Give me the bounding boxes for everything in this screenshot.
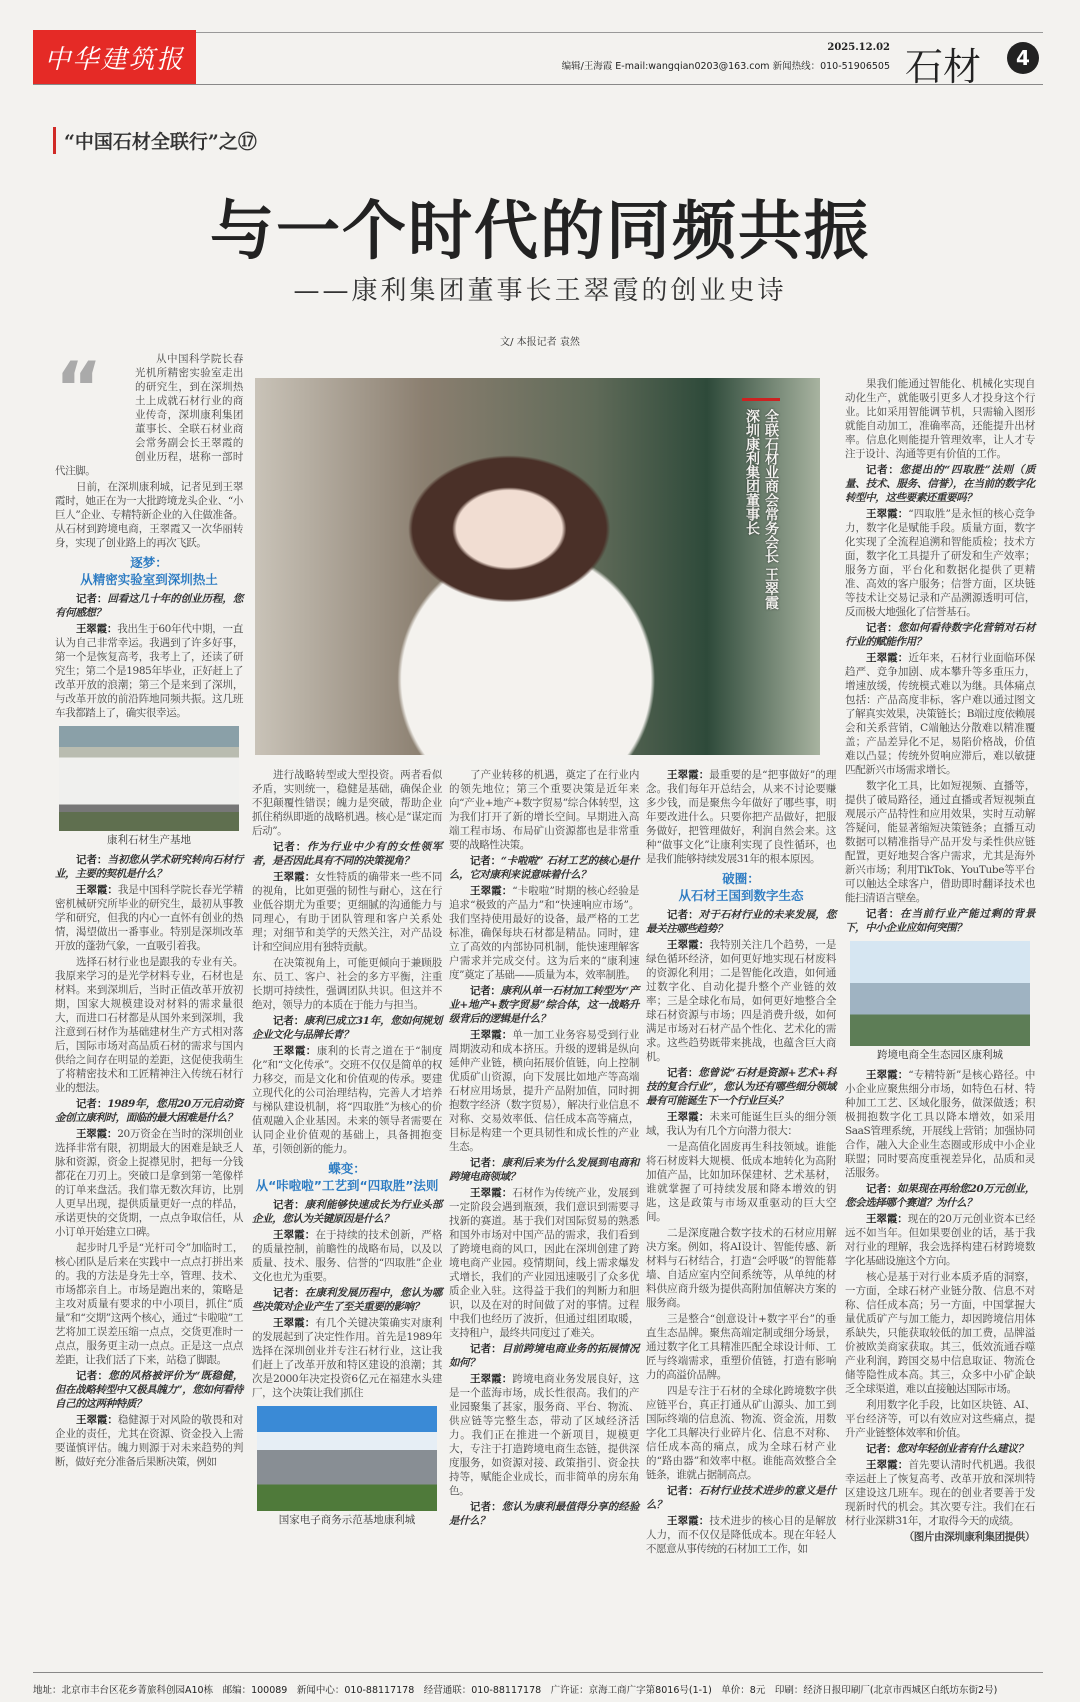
speaker-label: 王翠霞： — [76, 623, 118, 635]
park-photo — [850, 941, 1030, 1046]
series-label: “中国石材全联行”之⑰ — [53, 127, 257, 154]
reporter-question — [646, 908, 836, 936]
paragraph-text: 20万资金在当时的深圳创业选择非常有限，初期最大的困难是缺乏人脉和资源，资金上捉襟见肘，把每一分钱都花在刀刃上。突破口是拿到第一笔像样的订单来盘活。我们靠无数次拜访，比别人更早出现，提供质量更好一点的样品，承诺更快的交货期，一点点争取信任，从小订单开始建立口碑。 — [55, 1128, 243, 1238]
paragraph-text: 您如何看待数字化营销对石材行业的赋能作用？ — [845, 622, 1035, 648]
body-paragraph — [845, 779, 1035, 905]
column-1 — [55, 346, 243, 1471]
paragraph-text: 您提出的“四取胜”法则（质量、技术、服务、信誉），在当前的数字化转型中，这些要素还重要吗？ — [845, 464, 1035, 504]
reporter-question — [252, 840, 442, 868]
subheadline: ——康利集团董事长王翠霞的创业史诗 — [293, 276, 787, 306]
speaker-label: 记者： — [76, 854, 108, 866]
body-paragraph — [646, 1384, 836, 1482]
paragraph-text: 您曾说“石材是资源+艺术+科技的复合行业”，您认为还有哪些细分领域最有可能诞生下一个行业巨头？ — [646, 1067, 836, 1107]
reporter-question — [845, 621, 1035, 649]
paragraph-text: 我特别关注几个趋势，一是绿色循环经济，如何更好地实现石材废料的资源化利用；二是智能化改造，如何通过数字化、自动化提升整个产业链的效率；三是全球化布局，如何更好地整合全球石材资源与市场；四是消费升级，如何满足市场对石材产品个性化、艺术化的需求。这些趋势既带来挑战，也蕴含巨大商机。 — [646, 939, 836, 1063]
reporter-question — [252, 1286, 442, 1314]
body-paragraph — [449, 768, 639, 852]
paragraph-text: 我出生于60年代中期，一直认为自己非常幸运。我遇到了许多好事，第一个是恢复高考，我考上了，还读了研究生；第二个是1985年毕业，正好赶上了改革开放的浪潮；第三个是来到了深圳，与改革开放的前沿阵地同频共振。这几班车我都踏上了，确实很幸运。 — [55, 623, 243, 719]
speaker-label: 王翠霞： — [866, 1213, 908, 1225]
reporter-question — [449, 1500, 639, 1528]
reporter-question — [845, 1442, 1035, 1456]
photo-caption-role: 深圳康利集团董事长 — [744, 409, 760, 535]
speaker-label: 王翠霞： — [470, 1373, 513, 1385]
interviewee-answer — [646, 1110, 836, 1138]
reporter-question — [646, 1484, 836, 1512]
footer-info: 地址：北京市丰台区花乡菁旅科创园A10栋 邮编：100089 新闻中心：010-88117178 经营通联：010-88117178 广许证：京海工商广字第8016号(1-1) 单价：8元 印刷：经济日报印刷厂(北京市西城区白纸坊东街2号) — [33, 1685, 998, 1696]
paragraph-text: 有几个关键决策确实对康利的发展起到了决定性作用。首先是1989年选择在深圳创业并专注石材行业，这让我们赶上了改革开放和特区建设的浪潮；其次是2000年决定投资6亿元在福建水头建厂，这个决策让我们抓住 — [252, 1317, 442, 1399]
body-paragraph — [845, 1398, 1035, 1440]
speaker-label: 王翠霞： — [470, 1029, 513, 1041]
speaker-label: 王翠霞： — [470, 1187, 513, 1199]
speaker-label: 王翠霞： — [667, 1515, 710, 1527]
issue-date: 2025.12.02 — [827, 42, 890, 53]
speaker-label: 王翠霞： — [866, 508, 909, 520]
paragraph-text: 果我们能通过智能化、机械化实现自动化生产，就能吸引更多人才投身这个行业。比如采用智能调节机，只需输入图形就能自动加工，准确率高，还能提升出材率。信息化则能提升管理效率，让人才专注于设计、沟通等更有价值的工作。 — [845, 378, 1035, 460]
photo-caption-title: 全联石材业商会常务会长 王翠霞 — [763, 409, 779, 610]
paragraph-text: 当初您从学术研究转向石材行业，主要的契机是什么？ — [55, 854, 243, 880]
column-4 — [646, 768, 836, 1558]
paragraph-text: 稳健源于对风险的敬畏和对企业的责任，尤其在资源、资金投入上需要谨慎评估。魄力则源于对未来趋势的判断，做好充分准备后果断决策，例如 — [55, 1414, 243, 1468]
photo-credit: （图片由深圳康利集团提供） — [903, 1531, 1035, 1543]
reporter-question — [55, 1369, 243, 1411]
reporter-question — [449, 984, 639, 1026]
paragraph-text: 最重要的是“把事做好”的理念。我们每年开总结会，从来不讨论要赚多少钱，而是聚焦今年做好了哪些事，明年要改进什么。只要你把产品做好，把服务做好，把管理做好，利润自然会来。这种“做事文化”让康利实现了良性循环，也是我们能够持续发展31年的根本原因。 — [646, 769, 836, 865]
paragraph-text: 起步时几乎是“光杆司令”加临时工，核心团队是后来在实践中一点点打拼出来的。我的方法是身先士卒，管理、技术、市场都亲自上。市场是跑出来的，策略是主攻对质量有要求的中小项目，抓住“质量”和“交期”这两个核心，通过“卡啦啦”工艺将加工误差压缩一点点，交货更准时一点点，服务更主动一点点。正是这一点点差距，让我们活了下来，站稳了脚跟。 — [55, 1242, 243, 1366]
paragraph-text: 1989年，您用20万元启动资金创立康利时，面临的最大困难是什么？ — [55, 1098, 243, 1124]
speaker-label: 王翠霞： — [76, 1414, 118, 1426]
speaker-label: 王翠霞： — [273, 1045, 317, 1057]
paragraph-text: 首先要认清时代机遇。我很幸运赶上了恢复高考、改革开放和深圳特区建设这几班车。现在的创业者要善于发现新时代的机会。其次要专注。我们在石材行业深耕31年，才取得今天的成绩。 — [845, 1459, 1035, 1527]
body-paragraph — [55, 955, 243, 1095]
column-5 — [845, 377, 1035, 1546]
section-heading: 逐梦： 从精密实验室到深圳热土 — [80, 555, 218, 587]
paragraph-text: 康利已成立31年，您如何规划企业文化与品牌长青？ — [252, 1015, 442, 1041]
interviewee-answer — [449, 1372, 639, 1498]
paragraph-text: 目前跨境电商业务的拓展情况如何？ — [449, 1343, 639, 1369]
speaker-label: 王翠霞： — [273, 1229, 316, 1241]
interviewee-answer — [55, 1127, 243, 1239]
paragraph-text: 我是中国科学院长春光学精密机械研究所毕业的研究生，最初从事教学和研究，但我的内心一直怀有创业的热情，渴望做出一番事业。特别是深圳改革开放的蓬勃气象，一直吸引着我。 — [55, 884, 243, 952]
paragraph-text: 康利能够快速成长为行业头部企业，您认为关键原因是什么？ — [252, 1199, 442, 1225]
body-paragraph — [252, 956, 442, 1012]
body-paragraph — [646, 1312, 836, 1382]
column-2 — [252, 768, 442, 1400]
paragraph-text: 三是整合“创意设计+数字平台”的垂直生态品牌。聚焦高端定制或细分场景，通过数字化工具精准匹配全球设计师、工匠与终端需求，重塑价值链，打造有影响力的高溢价品牌。 — [646, 1313, 836, 1381]
speaker-label: 王翠霞： — [76, 884, 118, 896]
interviewee-answer — [449, 1028, 639, 1154]
paragraph-text: 未来可能诞生巨头的细分领域，我认为有几个方向潜力很大： — [646, 1111, 836, 1137]
paragraph-text: 在决策视角上，可能更倾向于兼顾股东、员工、客户、社会的多方平衡，注重长期可持续性，强调团队共识。但这并不绝对，领导力的本质在于能力与担当。 — [252, 957, 442, 1011]
paragraph-text: 跨境电商业务发展良好，这是一个蓝海市场，成长性很高。我们的产业园聚集了甚家，服务商、平台、物流、供应链等完整生态，带动了区域经济活力。我们正在推进一个新项目，规模更大，专注于打造跨境电商生态链，提供深度服务，如资源对接、政策指引、资金扶持等，赋能企业成长，而非简单的房东角色。 — [449, 1373, 639, 1497]
speaker-label: 王翠霞： — [273, 871, 316, 883]
column-2-wrap — [252, 768, 442, 1533]
interviewee-answer — [252, 1228, 442, 1284]
speaker-label: 记者： — [866, 1183, 898, 1195]
factory-photo — [59, 726, 239, 831]
paragraph-text: 女性特质的确带来一些不同的视角，比如更强的韧性与耐心，这在行业低谷期尤为重要；更细腻的沟通能力与同理心，有助于团队管理和客户关系处理；对细节和美学的天然关注，对产品设计和空间应用有独特贡献。 — [252, 871, 442, 953]
column-3 — [449, 768, 639, 1530]
speaker-label: 王翠霞： — [76, 1128, 118, 1140]
lead-section — [55, 346, 243, 550]
column-5-top — [845, 377, 1035, 935]
speaker-label: 记者： — [470, 1501, 502, 1513]
reporter-question — [55, 853, 243, 881]
interviewee-answer — [449, 884, 639, 982]
paragraph-text: “专精特新”是核心路径。中小企业应聚焦细分市场，如特色石材、特种加工工艺、区域化服务，做深做透；积极拥抱数字化工具以降本增效，如采用SaaS管理系统，开展线上营销；加强协同合作，融入大企业生态圈或形成中小企业联盟；同时要高度重视差异化，品质和灵活服务。 — [845, 1069, 1035, 1179]
interviewee-answer — [646, 1514, 836, 1556]
speaker-label: 记者： — [470, 985, 501, 997]
interviewee-answer — [845, 1458, 1035, 1528]
factory-photo-caption: 康利石材生产基地 — [107, 834, 191, 846]
footer-rule — [33, 1672, 1043, 1673]
reporter-question — [55, 1097, 243, 1125]
speaker-label: 王翠霞： — [667, 769, 710, 781]
speaker-label: 王翠霞： — [667, 939, 710, 951]
speaker-label: 记者： — [273, 841, 308, 853]
quote-mark-icon: “ — [55, 346, 102, 430]
speaker-label: 记者： — [866, 1443, 897, 1455]
reporter-question — [646, 1066, 836, 1108]
paragraph-text: 您的风格被评价为“既稳健，但在战略转型中又极具魄力”，您如何看待自己的这两种特质？ — [55, 1370, 243, 1410]
interviewee-answer — [845, 507, 1035, 619]
reporter-question — [449, 1156, 639, 1184]
column-5-bottom — [845, 1068, 1035, 1544]
reporter-question — [252, 1198, 442, 1226]
page-number: 4 — [1007, 42, 1039, 74]
speaker-label: 王翠霞： — [866, 1459, 909, 1471]
interviewee-answer — [55, 883, 243, 953]
speaker-label: 记者： — [667, 1067, 699, 1079]
reporter-question — [449, 1342, 639, 1370]
section-heading: 破圈： 从石材王国到数字生态 — [678, 871, 804, 903]
paragraph-text: 二是深度融合数字技术的石材应用解决方案。例如，将AI设计、智能传感、新材料与石材结合，打造“会呼吸”的智能幕墙、自适应室内空间系统等，从单纯的材料供应商升级为提供高附加值解决方案的服务商。 — [646, 1227, 836, 1309]
interviewee-answer — [252, 1316, 442, 1400]
interviewee-answer — [252, 870, 442, 954]
paragraph-text: 您对年轻创业者有什么建议？ — [896, 1443, 1028, 1455]
speaker-label: 王翠霞： — [866, 1069, 909, 1081]
interviewee-answer — [646, 768, 836, 866]
paragraph-text: 一是高值化固废再生科技领域。谁能将石材废料大规模、低成本地转化为高附加值产品，比如加环保建材、艺术基材，谁就掌握了可持续发展和降本增效的钥匙，这是政策与市场双重驱动的巨大空间。 — [646, 1141, 836, 1223]
speaker-label: 记者： — [76, 593, 108, 605]
reporter-question — [252, 1014, 442, 1042]
paragraph-text: 在康利发展历程中，您认为哪些决策对企业产生了至关重要的影响？ — [252, 1287, 442, 1313]
editor-contact: 编辑/王海霞 E-mail:wangqian0203@163.com 新闻热线：010-51906505 — [561, 61, 890, 72]
interviewee-answer — [55, 622, 243, 720]
interviewee-answer — [252, 1044, 442, 1156]
reporter-question — [55, 592, 243, 620]
interviewee-answer — [845, 1068, 1035, 1180]
speaker-label: 记者： — [273, 1287, 305, 1299]
paragraph-text: 康利从单一石材加工转型为“产业+地产+数字贸易”综合体，这一战略升级背后的逻辑是什么？ — [449, 985, 639, 1025]
paragraph-text: 现在的20万元创业资本已经远不如当年。但如果要创业的话，基于我对行业的理解，我会选择构建石材跨境数字化基础设施这个方向。 — [845, 1213, 1035, 1267]
column-1-bottom — [55, 853, 243, 1469]
paragraph-text: 进行战略转型或大型投资。两者看似矛盾，实则统一，稳健是基础，确保企业不犯颠覆性错误；魄力是突破，帮助企业抓住稍纵即逝的战略机遇。核心是“谋定而后动”。 — [252, 769, 442, 837]
paragraph-text: 核心是基于对行业本质矛盾的洞察，一方面，全球石材产业链分散、信息不对称、信任成本高；另一方面，中国掌握大量优质矿产与加工能力，却因跨境信用体系缺失，只能获取较低的加工费，品牌溢价被欧美商家获取。其三，低效流通吞噬产业利润，跨国交易中信息取证、物流仓储等隐性成本高。其三，众多中小矿企缺乏全球渠道，难以直接触达国际市场。 — [845, 1271, 1035, 1395]
city-photo-caption: 国家电子商务示范基地康利城 — [278, 1514, 416, 1526]
paragraph-text: 石材行业技术进步的意义是什么？ — [646, 1485, 836, 1511]
park-photo-caption: 跨境电商全生态园区康利城 — [877, 1049, 1003, 1061]
reporter-question — [845, 1182, 1035, 1210]
paragraph-text: 选择石材行业也是跟我的专业有关。我原来学习的是光学材料专业，石材也是材料。来到深圳后，当时正值改革开放初期，国家大规模建设对材料的需求量很大，而进口石材都是从国外来到深圳，我注意到石材作为基础建材生产方式相对落后，国际市场对高品质石材的需求与国内供给之间存在明显的差距，这促使我萌生了将精密技术和工匠精神注入传统石材行业的想法。 — [55, 956, 243, 1094]
section-name: 石材 — [905, 45, 982, 89]
reporter-question — [449, 854, 639, 882]
speaker-label: 王翠霞： — [866, 652, 909, 664]
body-paragraph — [252, 768, 442, 838]
paragraph-text: 回看这几十年的创业历程，您有何感想？ — [55, 593, 243, 619]
paragraph-text: 石材作为传统产业，发展到一定阶段会遇到瓶颈，我们意识到需要寻找新的赛道。基于我们对国际贸易的熟悉和国外市场对中国产品的需求，我们看到了跨境电商的风口，因此在深圳创建了跨境电商产业园。疫情期间，线上需求爆发式增长，我们的产业园迅速吸引了众多优质企业入驻。这得益于我们的判断力和胆识，以及在对的时间做了对的事情。过程中我们也经历了波折，但通过组团取暖，支持租户，最终共同度过了难关。 — [449, 1187, 639, 1339]
paragraph-text: 康利后来为什么发展到电商和跨境电商领域？ — [449, 1157, 639, 1183]
speaker-label: 记者： — [866, 622, 898, 634]
paragraph-text: “卡啦啦” 石材工艺的核心是什么，它对康利来说意味着什么？ — [449, 855, 639, 881]
body-paragraph — [646, 1140, 836, 1224]
paragraph-text: 了产业转移的机遇，奠定了在行业内的领先地位；第三个重要决策是近年来向“产业+地产+数字贸易”综合体转型，这为我们打开了新的增长空间。早期进入高端工程市场、布局矿山资源都也是非常重要的战略性决策。 — [449, 769, 639, 851]
speaker-label: 记者： — [273, 1199, 305, 1211]
paragraph-text: 康利的长青之道在于“制度化”和“文化传承”。交班不仅仅是简单的权力移交，而是文化和价值观的传承。要建立现代化的公司治理结构，完善人才培养与梯队建设机制，将“四取胜”为核心的价值观融入企业基因。未来的领导者需要在认同企业价值观的基础上，具备拥抱变革，引领创新的能力。 — [252, 1045, 442, 1155]
reporter-question — [845, 463, 1035, 505]
body-paragraph — [646, 1226, 836, 1310]
speaker-label: 记者： — [470, 1343, 502, 1355]
paragraph-text: 利用数字化手段，比如区块链、AI、平台经济等，可以有效应对这些痛点，提升产业链整体效率和价值。 — [845, 1399, 1035, 1439]
paragraph-text: 对于石材行业的未来发展，您最关注哪些趋势？ — [646, 909, 836, 935]
lead-paragraph-2: 日前，在深圳康利城，记者见到王翠霞时，她正在为一大批跨境龙头企业、“小巨人”企业、专精特新企业的入住做准备。从石材到跨境电商，王翠霞又一次华丽转身，实现了创业路上的再次飞跃。 — [55, 481, 243, 549]
speaker-label: 王翠霞： — [667, 1111, 710, 1123]
paragraph-text: 作为行业中少有的女性领军者，是否因此具有不同的决策视角？ — [252, 841, 442, 867]
paragraph-text: “卡啦啦”时期的核心经验是追求“极致的产品力”和“快速响应市场”。我们坚持使用最好的设备，最严格的工艺标准，确保每块石材都是精品。同时，建立了高效的内部协同机制，能快速理解客户需求并完成交付。这为后来的“康利速度”奠定了基础——质量为本，效率制胜。 — [449, 885, 639, 981]
speaker-label: 王翠霞： — [470, 885, 513, 897]
body-paragraph — [55, 1241, 243, 1367]
body-paragraph — [845, 377, 1035, 461]
speaker-label: 记者： — [470, 855, 501, 867]
paragraph-text: 四是专注于石材的全球化跨境数字供应链平台，真正打通从矿山源头、加工到国际终端的信息流、物流、资金流，用数字化工具解决行业碎片化、信息不对称、信任成本高的痛点，成为全球石材产业的“路由器”和效率中枢。谁能高效整合全链条，谁就占据制高点。 — [646, 1385, 836, 1481]
portrait-photo — [255, 378, 820, 755]
speaker-label: 记者： — [866, 464, 900, 476]
speaker-label: 记者： — [470, 1157, 502, 1169]
paragraph-text: 技术进步的核心目的是解放人力，而不仅仅是降低成本。现在年轻人不愿意从事传统的石材加工工作，如 — [646, 1515, 836, 1555]
paragraph-text: 您认为康利最值得分享的经验是什么？ — [449, 1501, 639, 1527]
city-photo — [257, 1406, 437, 1511]
speaker-label: 王翠霞： — [273, 1317, 316, 1329]
interviewee-answer — [449, 1186, 639, 1340]
newspaper-logo: 中华建筑报 — [33, 30, 196, 84]
speaker-label: 记者： — [667, 1485, 699, 1497]
interviewee-answer — [646, 938, 836, 1064]
paragraph-text: “四取胜”是永恒的核心竞争力，数字化是赋能手段。质量方面，数字化实现了全流程追溯和智能质检；技术方面，数字化工具提升了研发和生产效率；服务方面，平台化和数据化提供了更精准、高效的客户服务；信誉方面，区块链等技术让交易记录和产品溯源透明可信，反而极大地强化了信誉基石。 — [845, 508, 1035, 618]
paragraph-text: 在于持续的技术创新，严格的质量控制，前瞻性的战略布局，以及以质量、技术、服务、信誉的“四取胜”企业文化也尤为重要。 — [252, 1229, 442, 1283]
body-paragraph — [845, 1270, 1035, 1396]
paragraph-text: 单一加工业务容易受到行业周期波动和成本挤压。升级的逻辑是纵向延伸产业链，横向拓展价值链，向上控制优质矿山资源，向下发展比如地产等高端石材应用场景，提升产品附加值，同时拥抱数字经济（数字贸易），解决行业信息不对称、交易效率低、信任成本高等痛点，目标是构建一个更具韧性和成长性的产业生态。 — [449, 1029, 639, 1153]
speaker-label: 记者： — [866, 908, 901, 920]
section-heading: 蝶变： 从“咔啦啦”工艺到“四取胜”法则 — [255, 1161, 439, 1193]
paragraph-text: 近年来，石材行业面临环保趋严、竞争加剧、成本攀升等多重压力，增速放缓，传统模式难以为继。具体痛点包括：产品高度非标，客户难以通过图文了解真实效果，决策链长；B端过度依赖展会和关系营销，C端触达分散难以精准覆盖；产品差异化不足，易陷价格战，价值难以凸显；传统外贸响应滞后，难以敏捷匹配新兴市场需求增长。 — [845, 652, 1035, 776]
paragraph-text: 在当前行业产能过剩的背景下，中小企业应如何突围？ — [845, 908, 1035, 934]
speaker-label: 记者： — [273, 1015, 305, 1027]
column-1-top — [55, 554, 243, 720]
byline: 文/ 本报记者 袁然 — [500, 337, 580, 348]
photo-caption — [742, 398, 780, 610]
paragraph-text: 如果现在再给您20万元创业，您会选择哪个赛道？为什么？ — [845, 1183, 1035, 1209]
speaker-label: 记者： — [76, 1370, 109, 1382]
speaker-label: 记者： — [667, 909, 699, 921]
interviewee-answer — [845, 651, 1035, 777]
interviewee-answer — [55, 1413, 243, 1469]
masthead-bottom-rule — [33, 84, 1043, 85]
interviewee-answer — [845, 1212, 1035, 1268]
reporter-question — [845, 907, 1035, 935]
paragraph-text: 数字化工具，比如短视频、直播等，提供了破局路径，通过直播或者短视频直观展示产品特性和应用效果，实时互动解答疑问，能显著缩短决策链条；直播互动数据可以精准指导产品开发与柔性供应链配置，更好地契合客户需求，尤其是海外新兴市场；利用TikTok、YouTube等平台可以触达全球客户，借助即时翻译技术也能扫清语言壁垒。 — [845, 780, 1035, 904]
headline: 与一个时代的同频共振 — [210, 195, 870, 269]
speaker-label: 记者： — [76, 1098, 108, 1110]
lead-paragraph-1: 从中国科学院长春光机所精密实验室走出的研究生，到在深圳热土上成就石材行业的商业传奇，深圳康利集团董事长、全联石材业商会常务副会长王翠霞的创业历程，堪称一部时代注脚。 — [55, 353, 243, 477]
